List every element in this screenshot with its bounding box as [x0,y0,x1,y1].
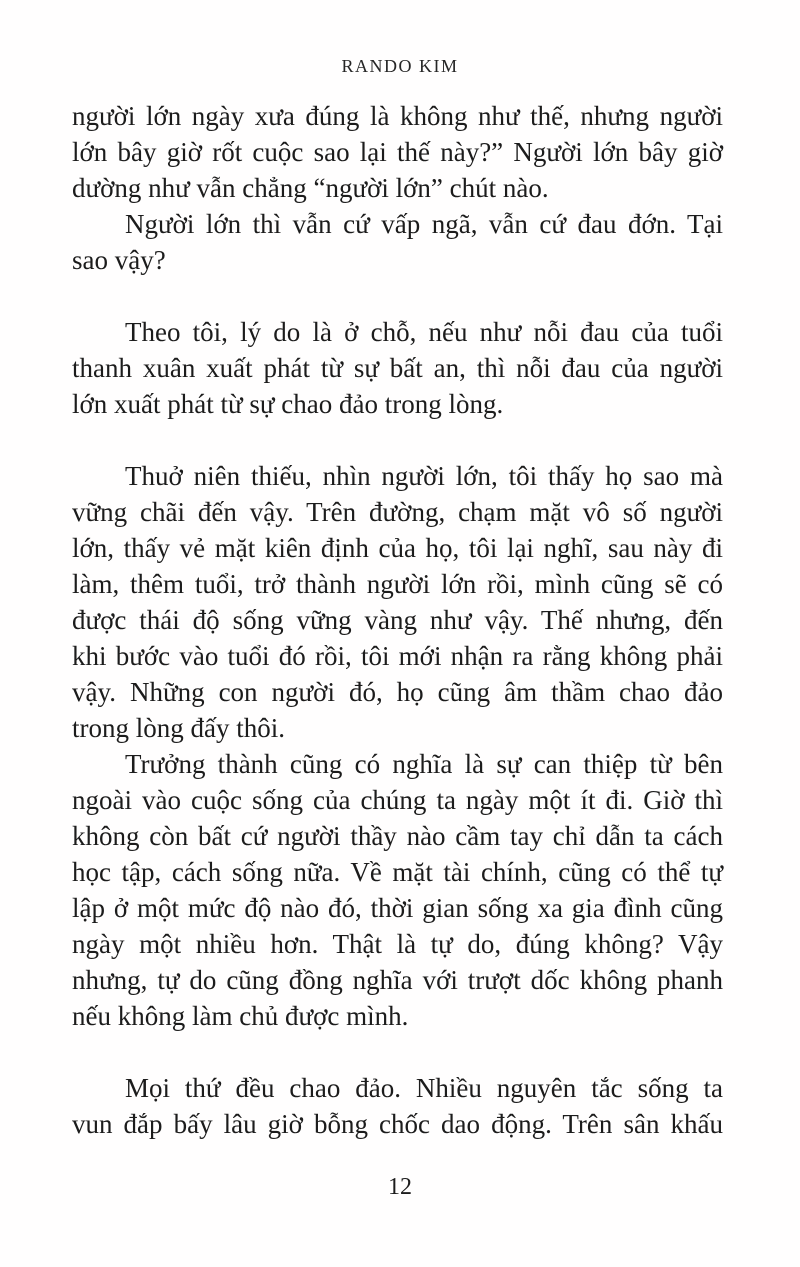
paragraph [72,206,723,278]
text-line: Theo tôi, lý do là ở chỗ, nếu như nỗi đau của tuổi [125,317,723,347]
text-line: lớn, thấy vẻ mặt kiên định của họ, tôi lại nghĩ, sau này đi [72,533,723,563]
text-line: không còn bất cứ người thầy nào cầm tay chỉ dẫn ta cách [72,821,723,851]
paragraph [72,98,723,206]
text-line: lớn xuất phát từ sự chao đảo trong lòng. [72,389,504,419]
page-body [72,98,723,1142]
text-line: lập ở một mức độ nào đó, thời gian sống xa gia đình cũng [72,893,723,923]
text-line: lớn bây giờ rốt cuộc sao lại thế này?” Người lớn bây giờ [72,137,723,167]
text-line: dường như vẫn chẳng “người lớn” chút nào. [72,173,549,203]
paragraph [72,1070,723,1142]
text-line: nhưng, tự do cũng đồng nghĩa với trượt dốc không phanh [72,965,723,995]
text-line: người lớn ngày xưa đúng là không như thế, nhưng người [72,101,723,131]
page-number: 12 [388,1174,412,1200]
text-line: ngoài vào cuộc sống của chúng ta ngày một ít đi. Giờ thì [72,785,723,815]
paragraph [72,746,723,1034]
text-line: nếu không làm chủ được mình. [72,1001,409,1031]
text-line: Người lớn thì vẫn cứ vấp ngã, vẫn cứ đau đớn. Tại [125,209,723,239]
text-line: làm, thêm tuổi, trở thành người lớn rồi, mình cũng sẽ có [72,569,723,599]
text-line: trong lòng đấy thôi. [72,713,285,743]
running-header: RANDO KIM [341,56,459,76]
paragraph [72,314,723,422]
text-line: vun đắp bấy lâu giờ bỗng chốc dao động. Trên sân khấu [72,1109,723,1139]
text-line: Trưởng thành cũng có nghĩa là sự can thiệp từ bên [125,749,723,779]
text-line: sao vậy? [72,245,166,275]
paragraph [72,458,723,746]
text-line: được thái độ sống vững vàng như vậy. Thế nhưng, đến [72,605,723,635]
text-line: Mọi thứ đều chao đảo. Nhiều nguyên tắc sống ta [125,1073,723,1103]
text-line: vững chãi đến vậy. Trên đường, chạm mặt vô số người [72,497,723,527]
text-line: Thuở niên thiếu, nhìn người lớn, tôi thấy họ sao mà [125,461,723,491]
text-line: học tập, cách sống nữa. Về mặt tài chính, cũng có thể tự [72,857,723,887]
text-line: vậy. Những con người đó, họ cũng âm thầm chao đảo [72,677,723,707]
text-line: khi bước vào tuổi đó rồi, tôi mới nhận ra rằng không phải [72,641,723,671]
text-line: thanh xuân xuất phát từ sự bất an, thì nỗi đau của người [72,353,723,383]
text-line: ngày một nhiều hơn. Thật là tự do, đúng không? Vậy [72,929,723,959]
